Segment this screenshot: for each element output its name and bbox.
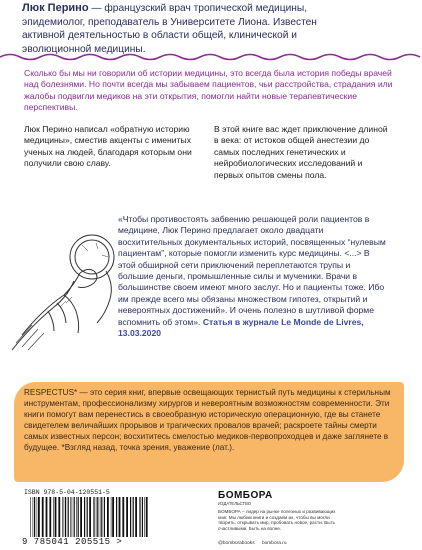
author-bio — [22, 2, 362, 56]
intro-paragraph: Сколько бы мы ни говорили об истории медицины, это всегда была история победы врачей над болезнями. Но почти всегда мы забываем пациентов, чьи расстройства, страдания или жалобы подвигли медиков на эти открытия, помогли найти новые терапевтические перспективы. — [24, 68, 393, 113]
publisher-logo — [218, 490, 338, 506]
stethoscope-hand-illustration — [2, 215, 132, 355]
barcode — [30, 497, 150, 537]
left-column-text: Люк Перино написал «обратную историю медицины», сместив акценты с именитых ученых на людей, благодаря которым они получили свою славу. — [24, 124, 192, 169]
right-column-text: В этой книге вас ждет приключение длиной в века: от истоков общей анестезии до самых последних генетических и нейробиологических исследований и первых опытов смены пола. — [214, 124, 388, 180]
isbn-label: ISBN 978-5-04-120551-5 — [24, 489, 110, 496]
wavy-divider — [0, 52, 422, 62]
publisher-subtitle: ИЗДАТЕЛЬСТВО — [218, 501, 251, 506]
social-handle[interactable]: @bomborabooks — [218, 541, 255, 546]
barcode-digits: 9 785041 205515 > — [22, 537, 123, 547]
quote-text: «Чтобы противостоять забвению решающей роли пациентов в медицине, Люк Перино предлагает около двадцати восхитительных документальных историй, посвященных “нулевым пациентам”, которые помогли изменить курс медицины. <...> В этой обширной сети приключений переплетаются трупы и большие деньги, промышленные силы и мученики. Врачи в большинстве своем имеют много заслуг. Но и пациенты тоже. Ибо им прежде всего мы обязаны множеством гипотез, открытий и невероятных достижений». И очень полезно в шутливой форме вспомнить об этом». — [118, 214, 386, 327]
website-link[interactable]: bombora.ru — [261, 541, 287, 546]
author-name: Люк Перино — [22, 2, 89, 14]
publisher-name: БОМБОРА — [218, 490, 273, 501]
publisher-social — [218, 541, 378, 546]
publisher-description: БОМБОРА – лидер на рынке полезных и развивающих книг. Мы любим книги и создаем их, чтобы вы могли творить, открывать мир, пробовать новое, расти. Быть счастливыми. Быть на волне. — [218, 509, 336, 531]
press-quote — [118, 214, 388, 339]
author-bio-text: — французский врач тропической медицины, эпидемиолог, преподаватель в Университете Лиона. Известен активной деятельностью в области общей, клинической и эволюционной медицины. — [22, 3, 317, 55]
respectus-description: RESPECTUS* — это серия книг, впервые освещающих тернистый путь медицины к стерильным инструментам, профессионализму хирургов и невероятным возможностям современности. Эти книги помогут вам перенестись в своеобразную историческую операционную, где вы станете свидетелем величайших прорывов и трагических провалов врачей; раскроете тайны смерти самых известных персон; восхититесь смелостью медиков-первопроходцев и даже заглянете в будущее. *Взгляд назад, точка зрения, уважение (лат.). — [24, 388, 391, 452]
quote-source: Статья в журнале Le Monde de Livres, 13.03.2020 — [118, 316, 364, 339]
